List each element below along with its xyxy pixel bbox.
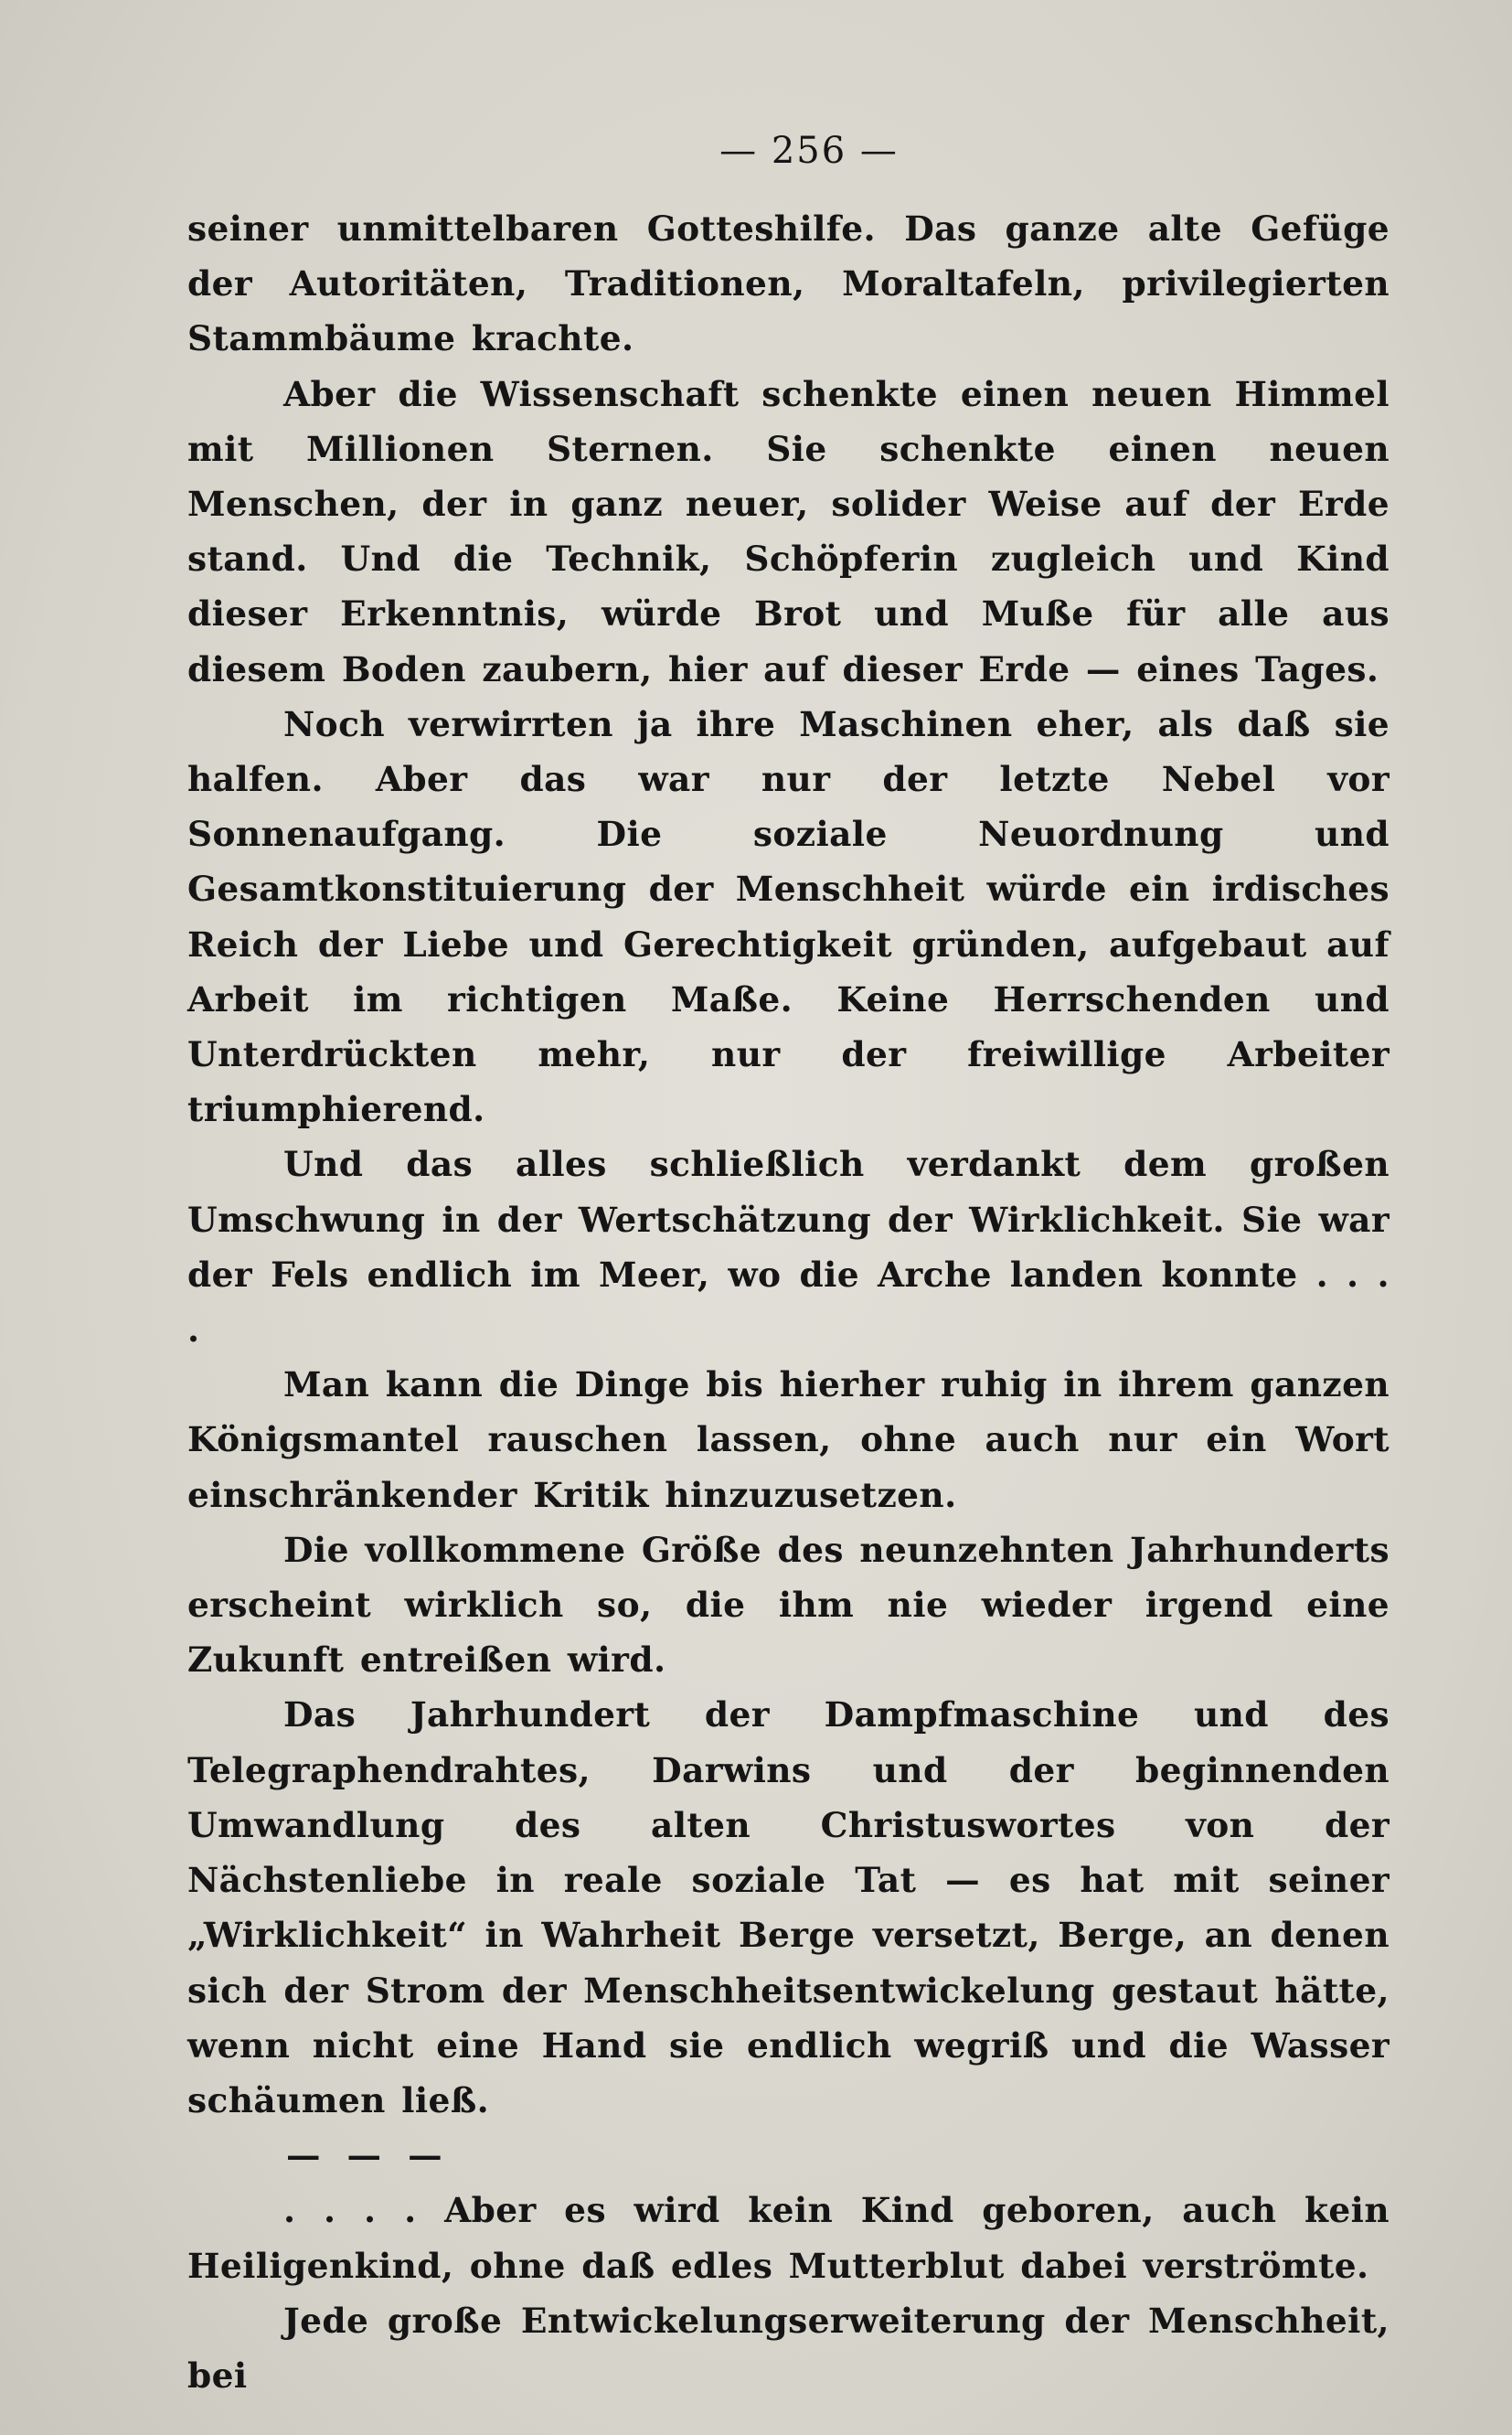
paragraph-9: Jede große Entwickelungserweiterung der Menschheit, bei <box>187 2300 1390 2396</box>
paragraph-5: Man kann die Dinge bis hierher ruhig in ihrem ganzen Königsmantel rauschen lassen, ohne auch nur ein Wort einschränkender Kritik hinzuzusetzen. <box>187 1364 1390 1515</box>
page-number: — 256 — <box>719 130 899 172</box>
paragraph-2: Aber die Wissenschaft schenkte einen neuen Himmel mit Millionen Sternen. Sie schenkte einen neuen Menschen, der in ganz neuer, solider Weise auf der Erde stand. Und die Technik, Schöpferin zugleich und Kind dieser Erkenntnis, würde Brot und Muße für alle aus diesem Boden zaubern, hier auf dieser Erde — eines Tages. <box>187 373 1390 689</box>
book-page <box>187 119 1390 2396</box>
paragraph-1: seiner unmittelbaren Gotteshilfe. Das ganze alte Gefüge der Autoritäten, Traditionen, Moraltafeln, privilegierten Stammbäume krachte. <box>187 208 1390 359</box>
body-text <box>187 201 1390 2403</box>
paragraph-8: . . . . Aber es wird kein Kind geboren, auch kein Heiligenkind, ohne daß edles Mutterblut dabei verströmte. <box>187 2190 1390 2286</box>
paragraph-3: Noch verwirrten ja ihre Maschinen eher, als daß sie halfen. Aber das war nur der letzte Nebel vor Sonnenaufgang. Die soziale Neuordnung und Gesamtkonstituierung der Menschheit würde ein irdisches Reich der Liebe und Gerechtigkeit gründen, aufgebaut auf Arbeit im richtigen Maße. Keine Herrschenden und Unterdrückten mehr, nur der freiwillige Arbeiter triumphierend. <box>187 703 1390 1130</box>
section-separator: — — — <box>286 2135 448 2176</box>
paragraph-7: Das Jahrhundert der Dampfmaschine und des Telegraphendrahtes, Darwins und der beginnenden Umwandlung des alten Christuswortes von der Nächstenliebe in reale soziale Tat — es hat mit seiner „Wirklichkeit“ in Wahrheit Berge versetzt, Berge, an denen sich der Strom der Menschheitsentwickelung gestaut hätte, wenn nicht eine Hand sie endlich wegriß und die Wasser schäumen ließ. <box>187 1694 1390 2120</box>
paragraph-4: Und das alles schließlich verdankt dem großen Umschwung in der Wertschätzung der Wirklichkeit. Sie war der Fels endlich im Meer, wo die Arche landen konnte . . . . <box>187 1144 1390 1351</box>
paragraph-6: Die vollkommene Größe des neunzehnten Jahrhunderts erscheint wirklich so, die ihm nie wieder irgend eine Zukunft entreißen wird. <box>187 1529 1390 1681</box>
